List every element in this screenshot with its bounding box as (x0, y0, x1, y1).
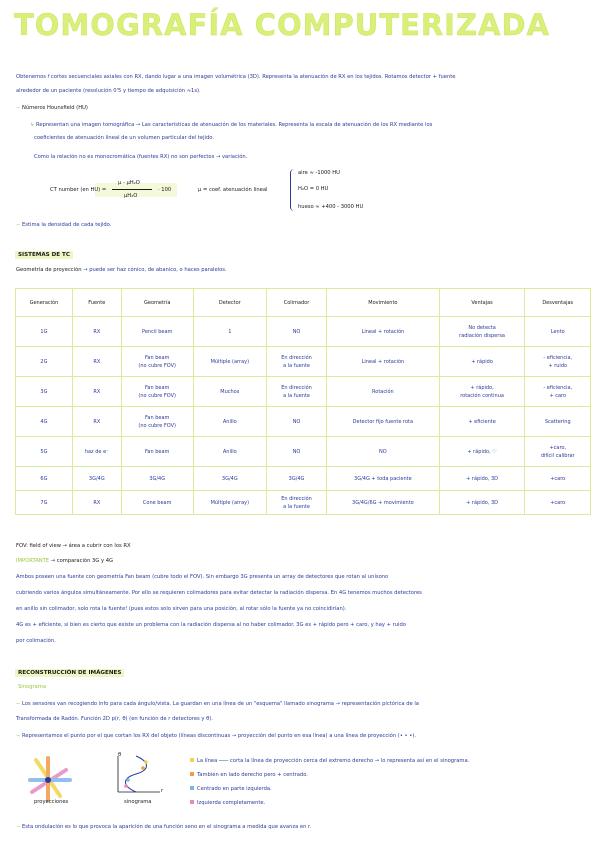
formula-denominator: μH₂O (124, 193, 138, 199)
cell-advantages: No detecta radiación dispersa (439, 317, 525, 347)
cell-geometry: Fan beam (no cubre FOV) (121, 347, 193, 377)
compare-p1: Ambos poseen una fuente con geometría Fan beam (cubre todo el FOV). Sin embargo 3G presenta un array de detectores que rotan al unísono (16, 574, 389, 580)
compare-p5: por colimación. (16, 638, 56, 644)
cell-source: haz de e⁻ (72, 437, 121, 467)
cell-movement: Rotación (327, 377, 440, 407)
cell-generation: 5G (16, 437, 73, 467)
cell-disadvantages: - eficiencia, + caro (525, 377, 591, 407)
cell-collimator: NO (266, 407, 326, 437)
cell-geometry: Pencil beam (121, 317, 193, 347)
compare-p4: 4G es + eficiente, si bien es cierto que existe un problema con la radiación dispersa al no haber colimador. 3G es + rápido pero + caro, y hay + ruido (16, 622, 406, 628)
table-row (16, 377, 591, 407)
cell-disadvantages: +caro (525, 491, 591, 515)
cell-collimator: 3G/4G (266, 467, 326, 491)
cell-disadvantages: Lento (525, 317, 591, 347)
cell-generation: 7G (16, 491, 73, 515)
cell-advantages: + rápido (439, 347, 525, 377)
legend-swatch-yellow (190, 758, 194, 762)
th-generation: Generación (16, 289, 73, 317)
cell-detector: Muchos (193, 377, 266, 407)
formula-numerator: μ - μH₂O (118, 180, 140, 186)
cell-disadvantages: +caro, difícil calibrar (525, 437, 591, 467)
th-advantages: Ventajas (439, 289, 525, 317)
th-source: Fuente (72, 289, 121, 317)
legend-swatch-blue (190, 786, 194, 790)
cell-movement: Lineal + rotación (327, 317, 440, 347)
recon-line-3: − Representamos el punto por el que cortan los RX del objeto (líneas discontinuas → proyección del punto en esa línea) a una línea de proyección (• • •). (16, 733, 416, 739)
recon-last-line: − Esta ondulación es lo que provoca la aparición de una función seno en el sinograma a medida que avanza en r. (16, 824, 312, 830)
cell-movement: 3G/4G/6G + movimiento (327, 491, 440, 515)
formula-left: CT number (en HU) = (50, 187, 107, 193)
legend-swatch-orange (190, 772, 194, 776)
legend-item-2: También en lado derecho pero + centrado. (190, 772, 308, 779)
table-row (16, 347, 591, 377)
cell-geometry: Fan beam (no cubre FOV) (121, 377, 193, 407)
cell-source: RX (72, 317, 121, 347)
sinogram-subheading: Sinograma (18, 684, 47, 690)
cell-detector: 1 (193, 317, 266, 347)
cell-source: RX (72, 347, 121, 377)
recon-heading: RECONSTRUCCIÓN DE IMÁGENES (15, 669, 124, 677)
cell-geometry: Cone beam (121, 491, 193, 515)
table-row (16, 407, 591, 437)
cell-source: RX (72, 407, 121, 437)
hu-estimate: − Estima la densidad de cada tejido. (16, 222, 112, 228)
hu-line-2: coeficientes de atenuación lineal de un volumen particular del tejido. (34, 135, 215, 141)
cell-movement: 3G/4G + toda paciente (327, 467, 440, 491)
intro-line-1: Obtenemos 𝑓 cortes secuenciales axiales con RX, dando lugar a una imagen volumétrica (3D). Representa la atenuación de RX en los tejidos. Rotamos detector + fuente (16, 74, 456, 80)
hu-line-3: Como la relación no es monocromática (fuentes RX) no son perfectos → variación. (34, 154, 248, 160)
th-movement: Movimiento (327, 289, 440, 317)
cell-disadvantages: +caro (525, 467, 591, 491)
cell-movement: Lineal + rotación (327, 347, 440, 377)
cell-detector: 3G/4G (193, 467, 266, 491)
cell-generation: 3G (16, 377, 73, 407)
cell-source: RX (72, 377, 121, 407)
sinogram-axis-theta: θ (118, 752, 122, 758)
cell-generation: 1G (16, 317, 73, 347)
cell-source: 3G/4G (72, 467, 121, 491)
cell-collimator: NO (266, 437, 326, 467)
th-geometry: Geometría (121, 289, 193, 317)
hu-line-1: ↳ Representan una imagen tomográfica → Las características de atenuación de los materiales. Representa la escala de atenuación de los RX mediante los (30, 122, 433, 128)
cell-collimator: En dirección a la fuente (266, 377, 326, 407)
cell-detector: Múltiple (array) (193, 347, 266, 377)
legend-item-1: La línea ─── corta la línea de proyección cerca del extremo derecho → lo representa así en el sinograma. (190, 758, 469, 765)
cell-generation: 6G (16, 467, 73, 491)
fov-line: FOV: field of view → área a cubrir con los RX (16, 543, 131, 549)
value-air: aire ≈ -1000 HU (298, 170, 340, 176)
cell-movement: NO (327, 437, 440, 467)
cell-collimator: NO (266, 317, 326, 347)
compare-p3: en anillo sin colimador, solo rota la fuente! (pues estos solo sirven para una posición, al rotar sólo la fuente ya no coincidirían). (16, 606, 347, 612)
th-disadvantages: Desventajas (525, 289, 591, 317)
th-detector: Detector (193, 289, 266, 317)
sinogram-figure (110, 752, 166, 800)
cell-detector: Múltiple (array) (193, 491, 266, 515)
table-row (16, 467, 591, 491)
cell-geometry: 3G/4G (121, 467, 193, 491)
hu-heading: − Números Hounsfield (HU) (16, 105, 88, 111)
systems-heading: SISTEMAS DE TC (15, 251, 73, 259)
formula-mu: μ = coef. atenuación lineal (198, 187, 268, 193)
cell-disadvantages: Scattering (525, 407, 591, 437)
cell-generation: 2G (16, 347, 73, 377)
value-water: H₂O = 0 HU (298, 186, 329, 192)
cell-collimator: En dirección a la fuente (266, 491, 326, 515)
cell-generation: 4G (16, 407, 73, 437)
cell-source: RX (72, 491, 121, 515)
formula-multiplier: · 100 (158, 187, 172, 193)
important-line: IMPORTANTE → comparación 3G y 4G (16, 558, 114, 564)
cell-geometry: Fan beam (121, 437, 193, 467)
page-title: TOMOGRAFÍA COMPUTERIZADA (14, 8, 550, 42)
fraction-bar (112, 189, 152, 190)
cell-collimator: En dirección a la fuente (266, 347, 326, 377)
projections-label: proyecciones (34, 799, 69, 805)
value-bone: hueso ≈ +400 - 3000 HU (298, 204, 364, 210)
table-row (16, 491, 591, 515)
table-row (16, 437, 591, 467)
cell-advantages: + rápido, 3D (439, 491, 525, 515)
cell-advantages: + rápido, 3D (439, 467, 525, 491)
sinogram-axis-r: r (161, 788, 164, 794)
legend-swatch-pink (190, 800, 194, 804)
cell-movement: Detector fijo fuente rota (327, 407, 440, 437)
compare-p2: cubriendo varios ángulos simultáneamente. Por ello se requieren colimadores para evitar detectar la radiación dispersa. En 4G tenemos muchos detectores (16, 590, 422, 596)
values-brace (290, 169, 297, 211)
table-row (16, 317, 591, 347)
cell-advantages: + rápido, ♡ (439, 437, 525, 467)
cell-advantages: + rápido, rotación continua (439, 377, 525, 407)
cell-advantages: + eficiente (439, 407, 525, 437)
cell-detector: Anillo (193, 437, 266, 467)
cell-disadvantages: - eficiencia, + ruido (525, 347, 591, 377)
recon-line-2: Transformada de Radón. Función 2D p(r, θ) (en función de r detectores y θ). (16, 716, 213, 722)
cell-detector: Anillo (193, 407, 266, 437)
recon-line-1: − Los sensores van recogiendo info para cada ángulo/vista. La guardan en una línea de un "esquema" llamado sinograma → representación pictórica de la (16, 701, 419, 707)
intro-line-2: alrededor de un paciente (resolución 0'5 y tiempo de adquisición ≈1s). (16, 88, 201, 94)
tc-generations-table (15, 288, 591, 515)
legend-item-4: Izquierda completamente. (190, 800, 265, 807)
sinogram-label: sinograma (124, 799, 152, 805)
th-collimator: Colimador (266, 289, 326, 317)
cell-geometry: Fan beam (no cubre FOV) (121, 407, 193, 437)
geometry-line: Geometría de proyección → puede ser haz cónico, de abanico, o haces paralelos. (16, 267, 227, 273)
legend-item-3: Centrado en parte izquierda. (190, 786, 272, 793)
